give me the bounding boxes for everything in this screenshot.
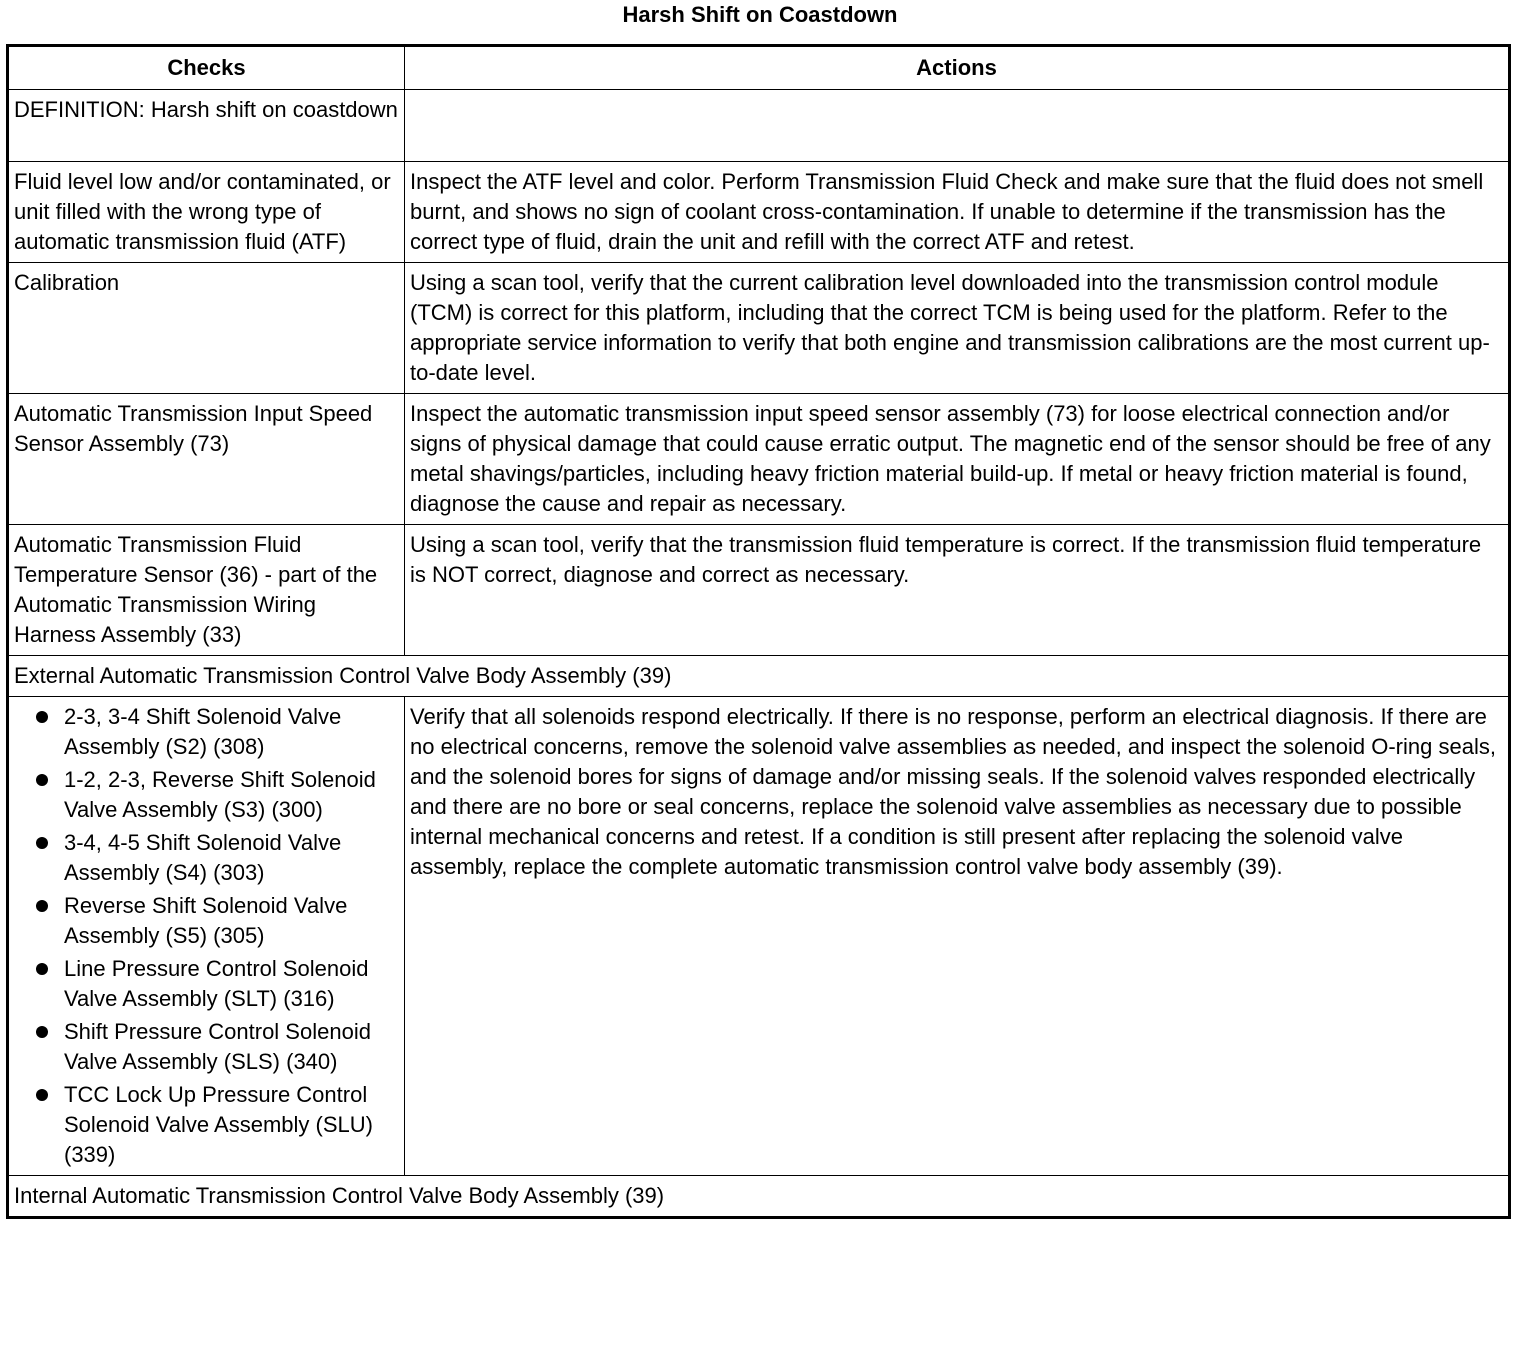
check-cell: Automatic Transmission Input Speed Sensor Assembly (73): [8, 394, 405, 525]
list-item: [34, 954, 398, 1014]
table-row: [8, 394, 1510, 525]
bullet-icon: [36, 963, 48, 975]
table-row: [8, 162, 1510, 263]
bullet-icon: [36, 711, 48, 723]
section-heading-internal: Internal Automatic Transmission Control Valve Body Assembly (39): [8, 1176, 1510, 1218]
action-cell: Using a scan tool, verify that the current calibration level downloaded into the transmission control module (TCM) is correct for this platform, including that the correct TCM is being used for the platform. Refer to the appropriate service information to verify that both engine and transmission calibrations are the most current up-to-date level.: [405, 263, 1510, 394]
table-row: [8, 525, 1510, 656]
bullet-icon: [36, 1089, 48, 1101]
check-cell: Fluid level low and/or contaminated, or unit filled with the wrong type of automatic transmission fluid (ATF): [8, 162, 405, 263]
table-header-row: [8, 46, 1510, 90]
list-item: [34, 1080, 398, 1170]
action-cell: Verify that all solenoids respond electrically. If there is no response, perform an electrical diagnosis. If there are no electrical concerns, remove the solenoid valve assemblies as needed, and inspect the solenoid O-ring seals, and the solenoid bores for signs of damage and/or missing seals. If the solenoid valves responded electrically and there are no bore or seal concerns, replace the solenoid valve assemblies as necessary due to possible internal mechanical concerns and retest. If a condition is still present after replacing the solenoid valve assembly, replace the complete automatic transmission control valve body assembly (39).: [405, 697, 1510, 1176]
solenoid-label: Shift Pressure Control Solenoid Valve Assembly (SLS) (340): [64, 1019, 371, 1074]
action-cell: Inspect the ATF level and color. Perform Transmission Fluid Check and make sure that the fluid does not smell burnt, and shows no sign of coolant cross-contamination. If unable to determine if the transmission has the correct type of fluid, drain the unit and refill with the correct ATF and retest.: [405, 162, 1510, 263]
column-header-actions: Actions: [405, 46, 1510, 90]
solenoid-label: TCC Lock Up Pressure Control Solenoid Valve Assembly (SLU) (339): [64, 1082, 373, 1167]
list-item: [34, 891, 398, 951]
action-cell: Using a scan tool, verify that the transmission fluid temperature is correct. If the transmission fluid temperature is NOT correct, diagnose and correct as necessary.: [405, 525, 1510, 656]
check-cell: Calibration: [8, 263, 405, 394]
table-row: [8, 263, 1510, 394]
check-cell: DEFINITION: Harsh shift on coastdown: [8, 90, 405, 162]
page-title: Harsh Shift on Coastdown: [622, 2, 898, 27]
bullet-icon: [36, 900, 48, 912]
section-row-internal: [8, 1176, 1510, 1218]
solenoid-label: Reverse Shift Solenoid Valve Assembly (S5) (305): [64, 893, 348, 948]
solenoid-label: 1-2, 2-3, Reverse Shift Solenoid Valve Assembly (S3) (300): [64, 767, 376, 822]
action-cell: [405, 90, 1510, 162]
list-item: [34, 765, 398, 825]
table-row: [8, 90, 1510, 162]
solenoid-label: Line Pressure Control Solenoid Valve Assembly (SLT) (316): [64, 956, 369, 1011]
solenoid-label: 3-4, 4-5 Shift Solenoid Valve Assembly (S4) (303): [64, 830, 342, 885]
section-row-external: [8, 656, 1510, 697]
table-row: [8, 697, 1510, 1176]
section-heading-external: External Automatic Transmission Control Valve Body Assembly (39): [8, 656, 1510, 697]
solenoid-label: 2-3, 3-4 Shift Solenoid Valve Assembly (S2) (308): [64, 704, 342, 759]
bullet-icon: [36, 837, 48, 849]
solenoid-list: [14, 702, 398, 1170]
list-item: [34, 828, 398, 888]
bullet-icon: [36, 1026, 48, 1038]
bullet-icon: [36, 774, 48, 786]
diagnostic-table: [6, 44, 1511, 1219]
list-item: [34, 1017, 398, 1077]
solenoid-list-cell: [8, 697, 405, 1176]
check-cell: Automatic Transmission Fluid Temperature Sensor (36) - part of the Automatic Transmission Wiring Harness Assembly (33): [8, 525, 405, 656]
column-header-checks: Checks: [8, 46, 405, 90]
list-item: [34, 702, 398, 762]
action-cell: Inspect the automatic transmission input speed sensor assembly (73) for loose electrical connection and/or signs of physical damage that could cause erratic output. The magnetic end of the sensor should be free of any metal shavings/particles, including heavy friction material build-up. If metal or heavy friction material is found, diagnose the cause and repair as necessary.: [405, 394, 1510, 525]
